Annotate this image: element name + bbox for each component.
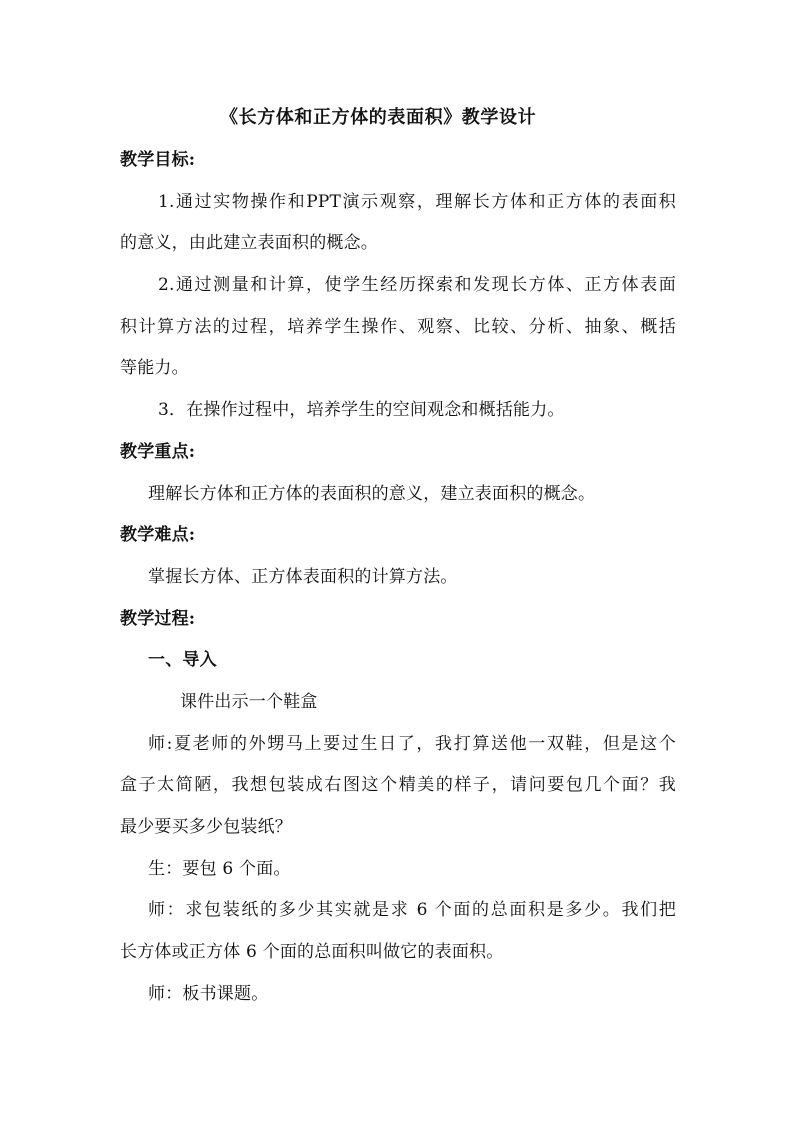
objective-2-line-3: 等能力。 <box>120 358 189 378</box>
key-points-heading: 教学重点: <box>120 442 196 462</box>
teacher-1-line-1: 师:夏老师的外甥马上要过生日了，我打算送他一双鞋，但是这个 <box>148 734 676 754</box>
document-title: 《长方体和正方体的表面积》教学设计 <box>220 107 537 128</box>
teacher-1-line-3: 最少要买多少包装纸？ <box>120 817 292 837</box>
section-1-heading: 一、导入 <box>148 650 217 670</box>
teacher-2-line-2: 长方体或正方体 6 个面的总面积叫做它的表面积。 <box>120 942 504 962</box>
student-1: 生：要包 6 个面。 <box>148 859 291 879</box>
objective-1-line-1: 1.通过实物操作和PPT演示观察，理解长方体和正方体的表面积 <box>158 192 676 212</box>
objective-3: 3．在操作过程中，培养学生的空间观念和概括能力。 <box>158 400 565 420</box>
process-heading: 教学过程: <box>120 609 196 629</box>
difficulties-heading: 教学难点: <box>120 525 196 545</box>
difficulties-text: 掌握长方体、正方体表面积的计算方法。 <box>148 567 458 587</box>
courseware-note: 课件出示一个鞋盒 <box>180 692 318 712</box>
objective-2-line-2: 积计算方法的过程，培养学生操作、观察、比较、分析、抽象、概括 <box>120 317 676 337</box>
objective-2-line-1: 2.通过测量和计算，使学生经历探索和发现长方体、正方体表面 <box>158 275 676 295</box>
objective-1-line-2: 的意义，由此建立表面积的概念。 <box>120 233 378 253</box>
teacher-3: 师：板书课题。 <box>148 984 269 1004</box>
teacher-2-line-1: 师：求包装纸的多少其实就是求 6 个面的总面积是多少。我们把 <box>148 900 676 920</box>
key-points-text: 理解长方体和正方体的表面积的意义，建立表面积的概念。 <box>148 484 596 504</box>
objectives-heading: 教学目标: <box>120 150 196 170</box>
teacher-1-line-2: 盒子太简陋，我想包装成右图这个精美的样子，请问要包几个面？我 <box>120 775 676 795</box>
